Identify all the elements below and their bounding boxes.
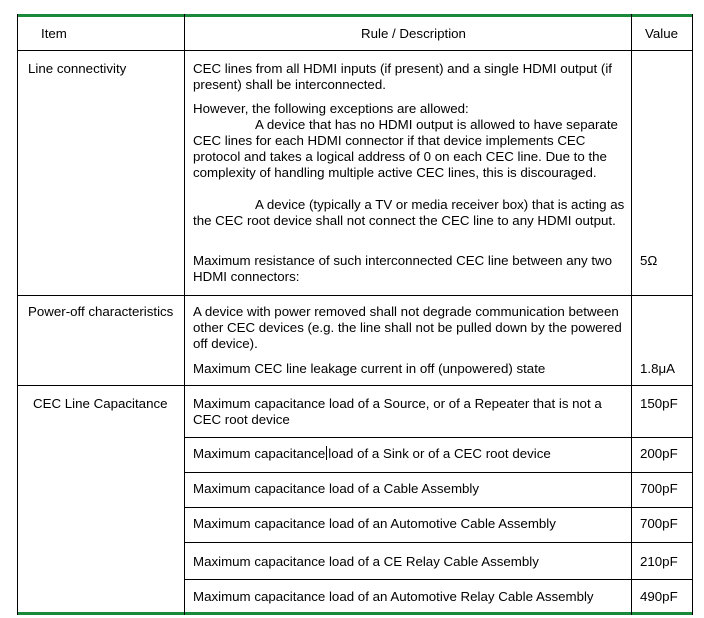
row-divider: [185, 542, 693, 543]
row-divider: [185, 437, 693, 438]
capacitance-row-text-a: Maximum capacitance: [193, 446, 326, 461]
capacitance-row-value: 150pF: [640, 396, 678, 411]
capacitance-row-text: Maximum capacitance load of an Automotive Cable Assembly: [193, 516, 556, 531]
table-bottom-border: [17, 612, 693, 615]
table-top-border: [17, 14, 693, 17]
line-connectivity-resistance: Maximum resistance of such interconnected CEC line between any two HDMI connectors:: [193, 253, 613, 284]
column-divider: [631, 14, 632, 615]
header-item: Item: [41, 26, 67, 41]
header-rule: Rule / Description: [361, 26, 466, 41]
header-divider: [17, 50, 693, 51]
line-connectivity-para2: However, the following exceptions are allowed:: [193, 101, 469, 116]
line-connectivity-exception1: A device that has no HDMI output is allowed to have separate CEC lines for each HDMI connector if that device implements CEC protocol and takes a logical address of 0 on each CEC line. Due to the complexity of handling multiple active CEC lines, this is discouraged.: [193, 117, 618, 180]
item-cec-line-capacitance: CEC Line Capacitance: [33, 396, 168, 411]
row-divider: [17, 385, 693, 386]
line-connectivity-exception2: A device (typically a TV or media receiver box) that is acting as the CEC root device shall not connect the CEC line to any HDMI output.: [193, 197, 625, 228]
capacitance-row-value: 700pF: [640, 481, 678, 496]
row-divider: [17, 295, 693, 296]
capacitance-row-text: Maximum capacitance load of a Source, or of a Repeater that is not a CEC root device: [193, 396, 602, 427]
capacitance-row-text: Maximum capacitance load of an Automotive Relay Cable Assembly: [193, 589, 594, 604]
capacitance-row-value: 200pF: [640, 446, 678, 461]
column-divider: [184, 14, 185, 615]
capacitance-row-value: 700pF: [640, 516, 678, 531]
table-left-border: [17, 14, 18, 615]
capacitance-row-text: [193, 446, 627, 462]
power-off-leakage: Maximum CEC line leakage current in off (unpowered) state: [193, 361, 546, 376]
resistance-value: 5Ω: [640, 253, 658, 268]
row-divider: [185, 579, 693, 580]
line-connectivity-para1: CEC lines from all HDMI inputs (if present) and a single HDMI output (if present) shall be interconnected.: [193, 61, 613, 92]
header-value: Value: [645, 26, 679, 41]
item-power-off: Power-off characteristics: [28, 304, 174, 319]
capacitance-row-text: Maximum capacitance load of a Cable Assembly: [193, 481, 480, 496]
row-divider: [185, 507, 693, 508]
table-right-border: [692, 14, 693, 615]
item-line-connectivity: Line connectivity: [28, 61, 127, 76]
capacitance-row-value: 490pF: [640, 589, 678, 604]
row-divider: [185, 472, 693, 473]
leakage-value: 1.8μA: [640, 361, 676, 376]
capacitance-row-text: Maximum capacitance load of a CE Relay Cable Assembly: [193, 554, 539, 569]
capacitance-row-value: 210pF: [640, 554, 678, 569]
capacitance-row-text-b: load of a Sink or of a CEC root device: [328, 446, 551, 461]
power-off-para1: A device with power removed shall not degrade communication between other CEC devices (e.g. the line shall not be pulled down by the powered off device).: [193, 304, 622, 351]
